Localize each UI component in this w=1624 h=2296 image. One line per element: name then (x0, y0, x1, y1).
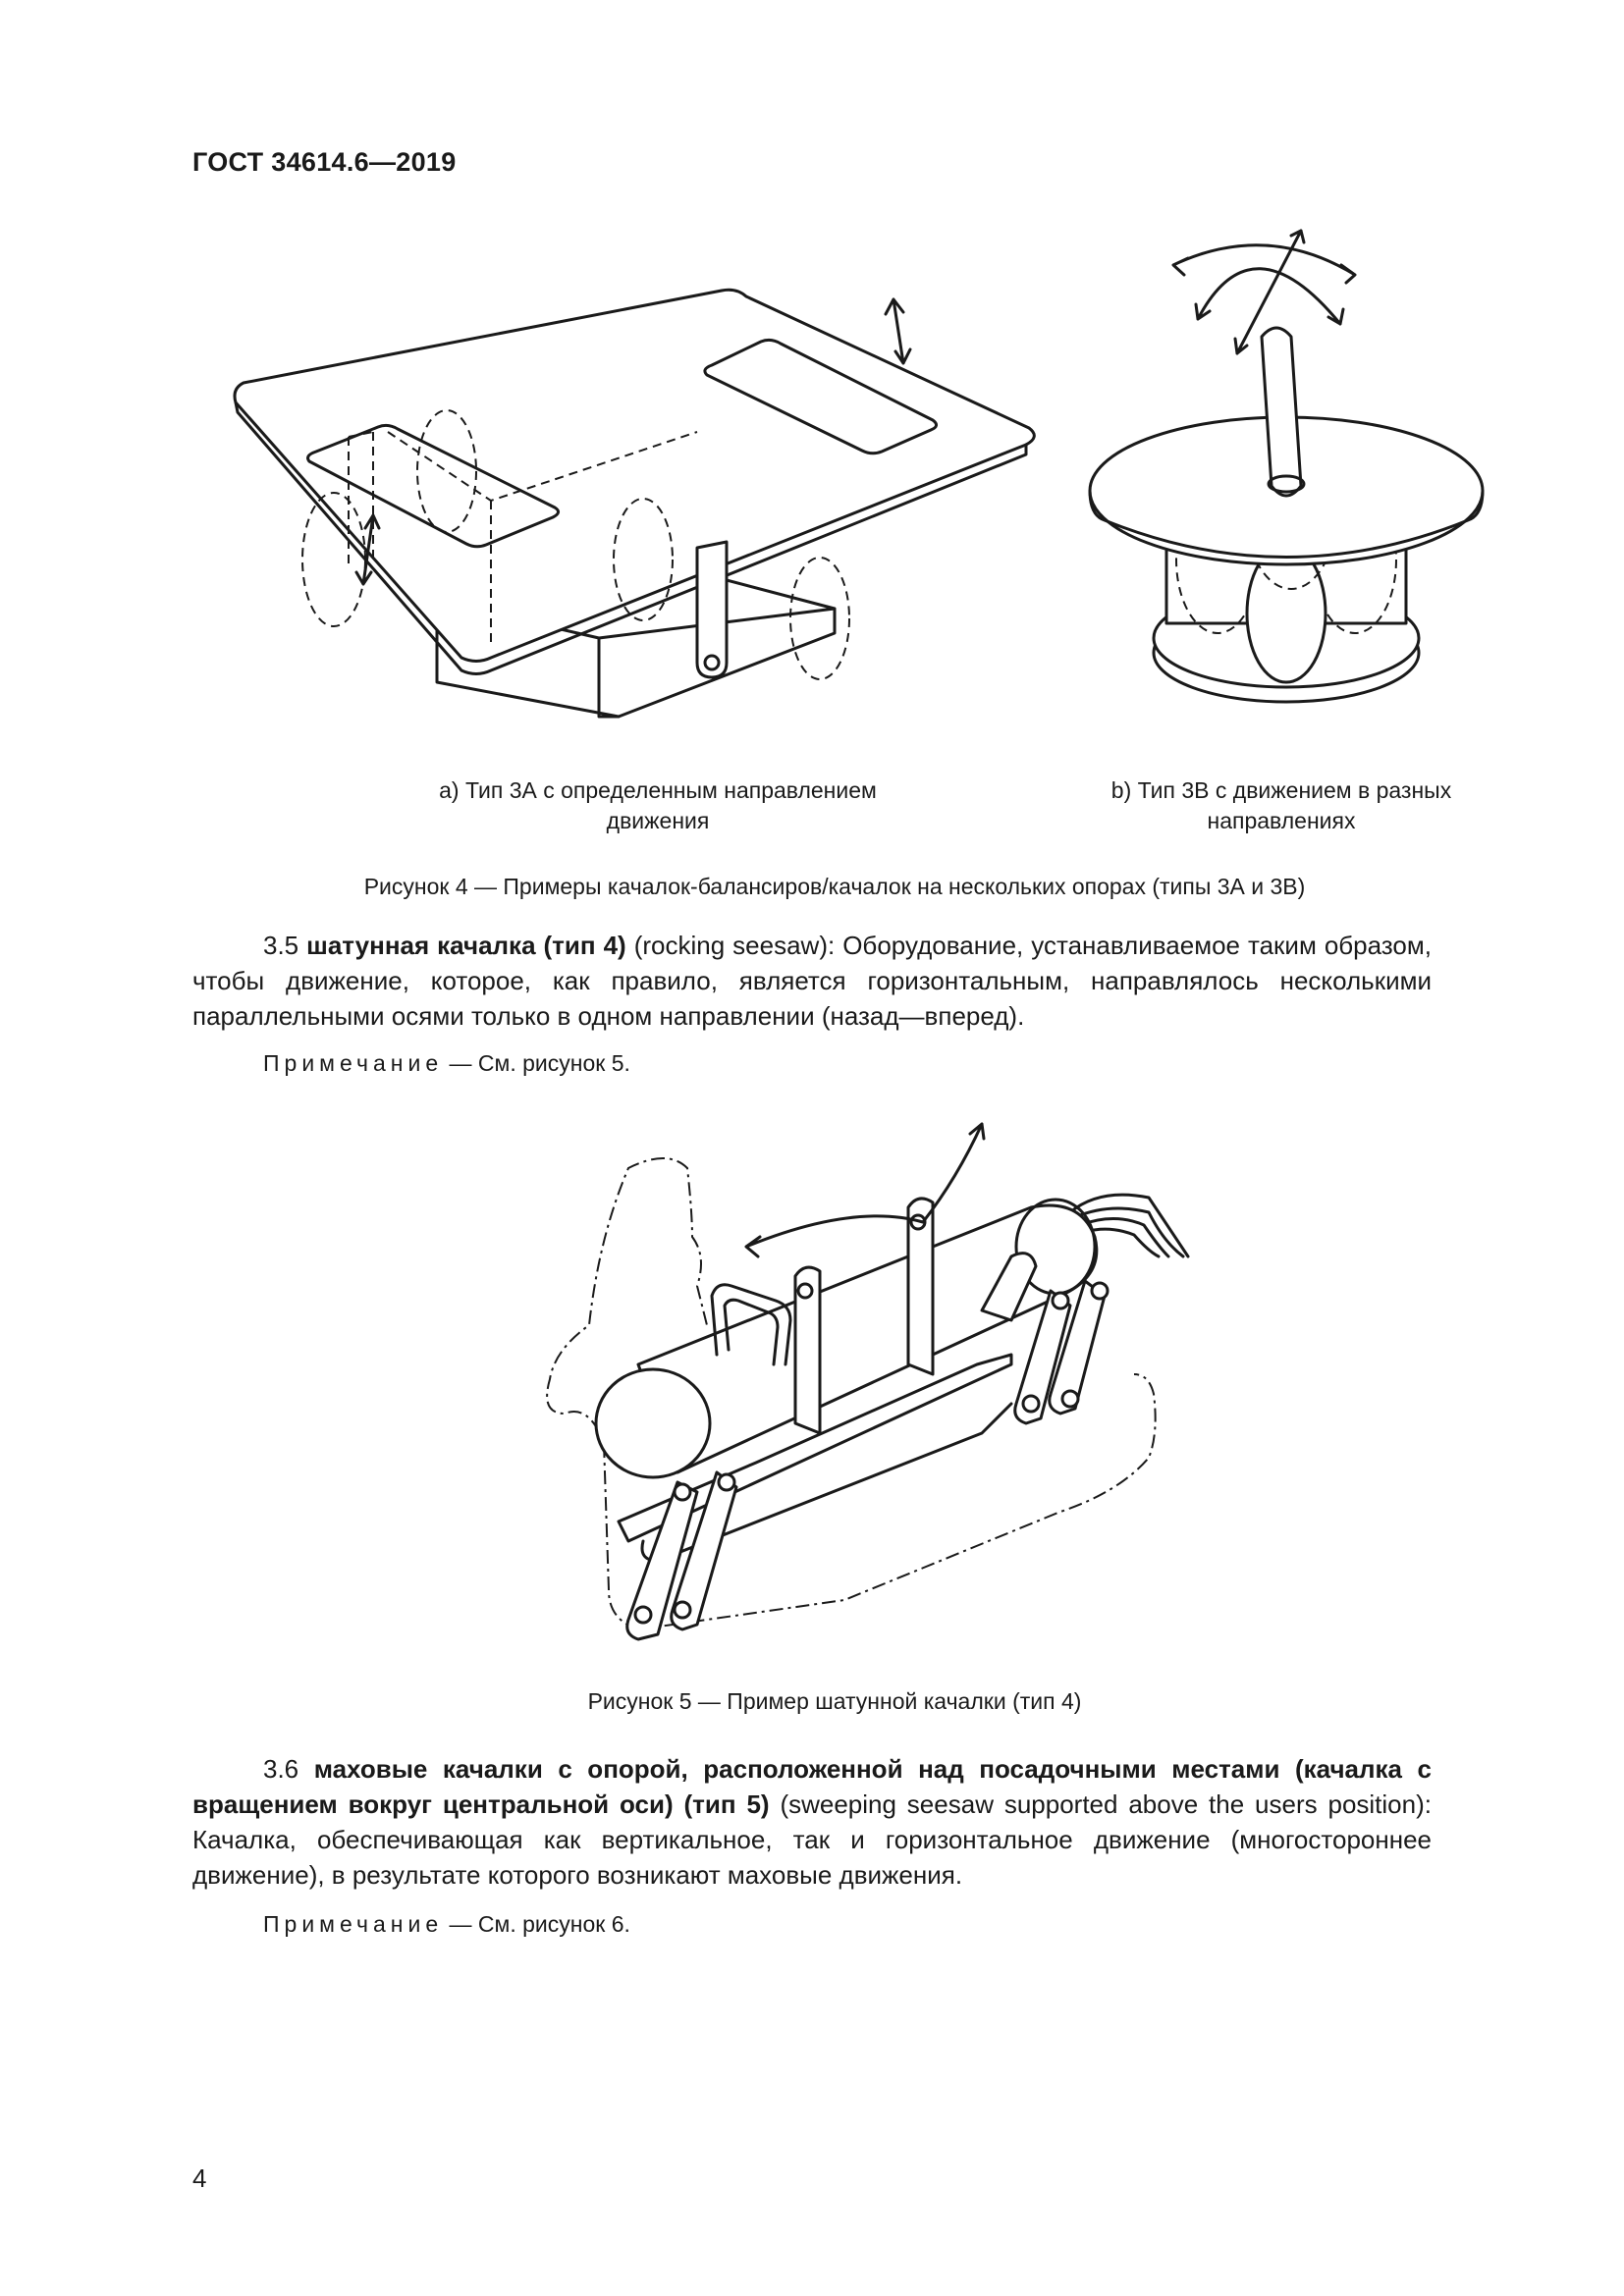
section-3-5-english: (rocking seesaw) (633, 931, 828, 960)
figure-4a-subcaption: a) Тип 3А с определенным направлением движения (439, 777, 877, 833)
section-3-5-paragraph (192, 928, 1432, 1034)
figure-4-caption: Рисунок 4 — Примеры качалок-балансиров/качалок на нескольких опорах (типы 3А и 3В) (363, 874, 1306, 899)
note-text: — См. рисунок 6. (443, 1911, 630, 1937)
section-3-5-note (263, 1050, 630, 1077)
figure-5-caption: Рисунок 5 — Пример шатунной качалки (тип 4) (587, 1688, 1082, 1714)
figure-4a-drawing (226, 285, 1060, 756)
section-3-5-definition: : Оборудование, устанавливаемое таким образом, чтобы движение, которое, как правило, является горизонтальным, направлялось несколькими параллельными осями только в одном направлении (назад—вперед). (192, 931, 1432, 1031)
section-3-6-number: 3.6 (263, 1754, 299, 1784)
section-3-6-paragraph (192, 1751, 1432, 1893)
page-number: 4 (192, 2163, 207, 2193)
section-3-6-note (263, 1911, 630, 1938)
note-text: — См. рисунок 5. (443, 1050, 630, 1076)
note-label: Примечание (263, 1050, 444, 1076)
figure-4b-subcaption: b) Тип 3В с движением в разных направлениях (1110, 777, 1452, 833)
section-3-5-number: 3.5 (263, 931, 299, 960)
section-3-5-term: шатунная качалка (тип 4) (306, 931, 626, 960)
figure-5-drawing (520, 1109, 1208, 1659)
section-3-6-definition: : Качалка, обеспечивающая как вертикальное, так и горизонтальное движение (многостороннее движение), в результате которого возникают маховые движения. (192, 1789, 1432, 1890)
document-header: ГОСТ 34614.6—2019 (192, 147, 457, 177)
note-label: Примечание (263, 1911, 444, 1937)
section-3-6-english: (sweeping seesaw supported above the users position) (780, 1789, 1425, 1819)
figure-4b-drawing (1080, 221, 1492, 731)
section-3-6-term: маховые качалки с опорой, расположенной над посадочными местами (качалка с вращением вокруг центральной оси) (тип 5) (192, 1754, 1432, 1819)
